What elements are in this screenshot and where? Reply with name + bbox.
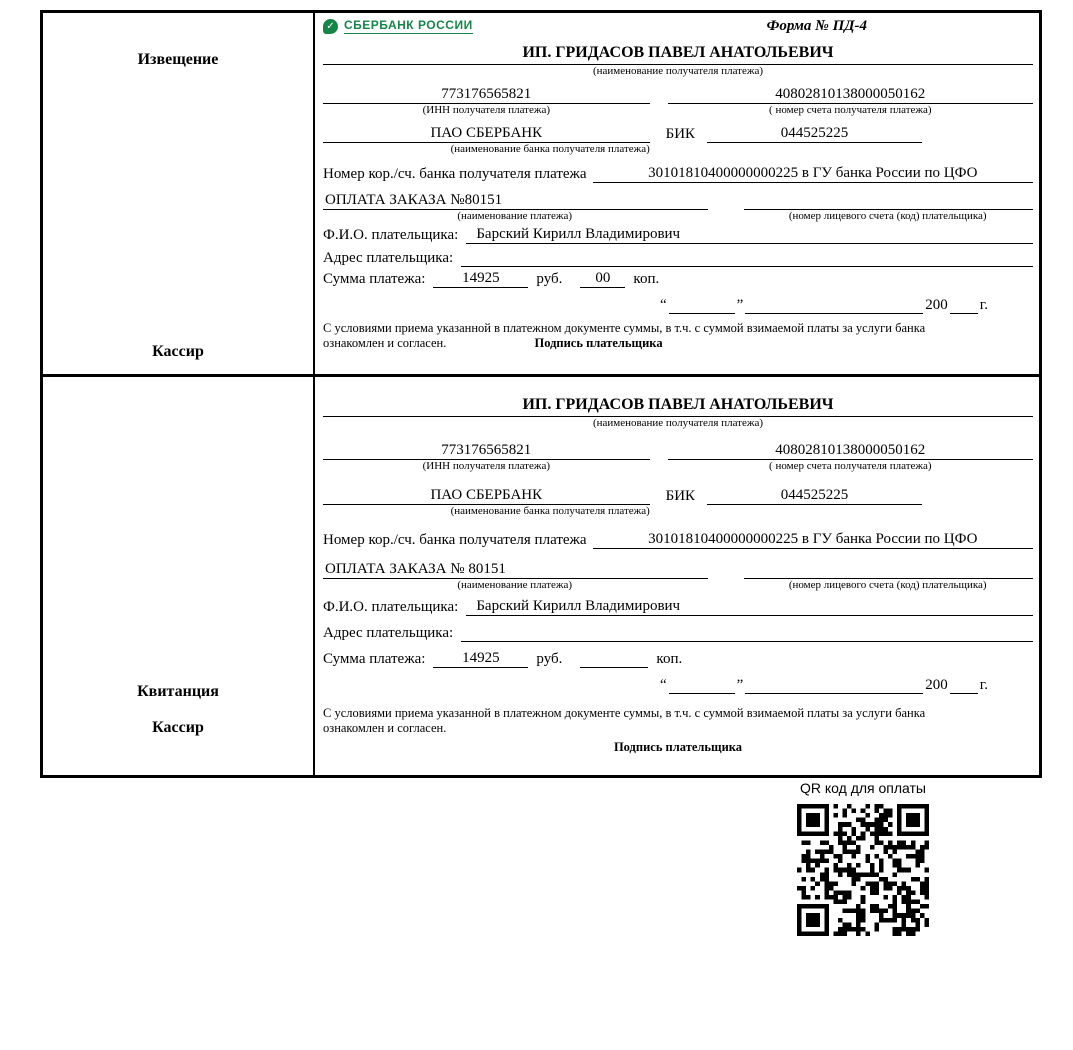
year-suffix: г.: [979, 677, 988, 693]
inn-account-captions: [323, 104, 1033, 117]
payer-address-label: Адрес плательщика:: [323, 250, 454, 266]
amount-rubles-value: 14925: [433, 270, 528, 288]
bank-name-value: ПАО СБЕРБАНК: [323, 487, 650, 505]
date-row: [323, 674, 1033, 694]
inn-value: 773176565821: [323, 86, 650, 104]
receipt-left-column: [43, 377, 315, 775]
inn-value: 773176565821: [323, 442, 650, 460]
amount-label: Сумма платежа:: [323, 271, 426, 287]
bank-name-value: ПАО СБЕРБАНК: [323, 125, 650, 143]
year-prefix: 200: [925, 297, 948, 313]
date-row: [323, 294, 1033, 314]
agreement-text: [323, 706, 1033, 736]
sberbank-logo-text: СБЕРБАНК РОССИИ: [344, 18, 473, 32]
corr-value: 30101810400000000225 в ГУ банка России по ЦФО: [593, 531, 1033, 549]
bank-caption: (наименование банка получателя платежа): [450, 143, 650, 155]
agreement-line1: С условиями приема указанной в платежном документе суммы, в т.ч. с суммой взимаемой платы за услуги банка: [323, 321, 926, 335]
payer-address-blank: [461, 247, 1033, 267]
receipt-form-body: [315, 377, 1039, 775]
sberbank-logo-icon: ✓: [323, 19, 338, 34]
purpose-caption: (наименование платежа): [457, 210, 573, 222]
corr-label: Номер кор./сч. банка получателя платежа: [323, 532, 587, 548]
amount-row: [323, 270, 1033, 288]
date-day-blank: [669, 674, 735, 694]
amount-label: Сумма платежа:: [323, 651, 426, 667]
date-year-blank: [950, 294, 978, 314]
notice-left-column: [43, 13, 315, 374]
payer-name-label: Ф.И.О. плательщика:: [323, 599, 459, 615]
payment-document: [40, 10, 1042, 778]
payee-caption: (наименование получателя платежа): [592, 417, 764, 429]
personal-account-blank: [744, 190, 1033, 210]
notice-header-row: [323, 18, 1033, 42]
year-suffix: г.: [979, 297, 988, 313]
purpose-captions-row: [323, 210, 1033, 223]
payer-address-row: [323, 247, 1033, 267]
quote-open: “: [659, 297, 667, 313]
payer-address-blank: [461, 622, 1033, 642]
sberbank-logo: [323, 18, 473, 34]
amount-rubles-value: 14925: [433, 650, 528, 668]
payer-name-value: Барский Кирилл Владимирович: [466, 598, 1033, 616]
cashier-label: Кассир: [152, 343, 204, 360]
qr-code: [797, 804, 929, 936]
kopecks-label: коп.: [656, 651, 683, 667]
qr-label: QR код для оплаты: [799, 780, 926, 796]
payer-name-label: Ф.И.О. плательщика:: [323, 227, 459, 243]
personal-account-caption: (номер лицевого счета (код) плательщика): [788, 579, 987, 591]
payer-name-row: [323, 598, 1033, 616]
date-day-blank: [669, 294, 735, 314]
payer-name-value: Барский Кирилл Владимирович: [466, 226, 1033, 244]
account-caption: ( номер счета получателя платежа): [769, 104, 932, 116]
agreement-line1: С условиями приема указанной в платежном документе суммы, в т.ч. с суммой взимаемой платы за услуги банка: [323, 706, 926, 720]
purpose-row: [323, 559, 1033, 579]
amount-row: [323, 648, 1033, 668]
purpose-row: [323, 190, 1033, 210]
quote-open: “: [659, 677, 667, 693]
payer-address-row: [323, 622, 1033, 642]
amount-kopecks-value: 00: [580, 270, 625, 288]
spacer: [650, 104, 668, 117]
inn-account-row: [323, 442, 1033, 460]
receipt-section: [43, 377, 1039, 775]
date-month-blank: [745, 294, 923, 314]
corr-account-row: [323, 165, 1033, 183]
payee-caption: (наименование получателя платежа): [592, 65, 764, 77]
amount-kopecks-blank: [580, 648, 648, 668]
bank-bik-row: [323, 125, 1033, 143]
purpose-captions-row: [323, 579, 1033, 592]
corr-account-row: [323, 531, 1033, 549]
rubles-label: руб.: [536, 651, 563, 667]
purpose-caption: (наименование платежа): [457, 579, 573, 591]
notice-section: [43, 13, 1039, 377]
inn-caption: (ИНН получателя платежа): [422, 460, 550, 472]
kopecks-label: коп.: [633, 271, 660, 287]
quote-close: ”: [736, 677, 744, 693]
date-month-blank: [745, 674, 923, 694]
cashier-label: Кассир: [152, 719, 204, 736]
corr-value: 30101810400000000225 в ГУ банка России по ЦФО: [593, 165, 1033, 183]
inn-caption: (ИНН получателя платежа): [422, 104, 550, 116]
personal-account-blank: [744, 559, 1033, 579]
year-prefix: 200: [925, 677, 948, 693]
payer-address-label: Адрес плательщика:: [323, 625, 454, 641]
bank-bik-row: [323, 487, 1033, 505]
bik-value: 044525225: [707, 125, 922, 143]
date-year-blank: [950, 674, 978, 694]
receipt-label: Квитанция: [137, 683, 219, 700]
payer-name-row: [323, 226, 1033, 244]
bik-value: 044525225: [707, 487, 922, 505]
personal-account-caption: (номер лицевого счета (код) плательщика): [788, 210, 987, 222]
rubles-label: руб.: [536, 271, 563, 287]
agreement-text: [323, 321, 1033, 351]
bik-label: БИК: [665, 488, 696, 504]
bik-label: БИК: [665, 126, 696, 142]
payee-name: ИП. ГРИДАСОВ ПАВЕЛ АНАТОЛЬЕВИЧ: [323, 396, 1033, 417]
inn-account-row: [323, 86, 1033, 104]
account-caption: ( номер счета получателя платежа): [769, 460, 932, 472]
payee-name: ИП. ГРИДАСОВ ПАВЕЛ АНАТОЛЬЕВИЧ: [323, 44, 1033, 65]
bank-caption: (наименование банка получателя платежа): [450, 505, 650, 517]
agreement-line2: ознакомлен и согласен.: [323, 336, 447, 350]
spacer: [650, 460, 668, 473]
payer-signature-label: Подпись плательщика: [534, 336, 663, 350]
payer-signature-label: Подпись плательщика: [613, 740, 743, 754]
notice-form-body: [315, 13, 1039, 374]
payment-purpose-value: ОПЛАТА ЗАКАЗА № 80151: [323, 561, 708, 579]
payment-purpose-value: ОПЛАТА ЗАКАЗА №80151: [323, 192, 708, 210]
qr-payment-block: [786, 780, 940, 941]
quote-close: ”: [736, 297, 744, 313]
form-number: Форма № ПД-4: [766, 18, 867, 34]
agreement-line2: ознакомлен и согласен.: [323, 721, 447, 735]
inn-account-captions: [323, 460, 1033, 473]
notice-label: Извещение: [137, 51, 219, 68]
account-value: 40802810138000050162: [668, 442, 1033, 460]
corr-label: Номер кор./сч. банка получателя платежа: [323, 166, 587, 182]
account-value: 40802810138000050162: [668, 86, 1033, 104]
